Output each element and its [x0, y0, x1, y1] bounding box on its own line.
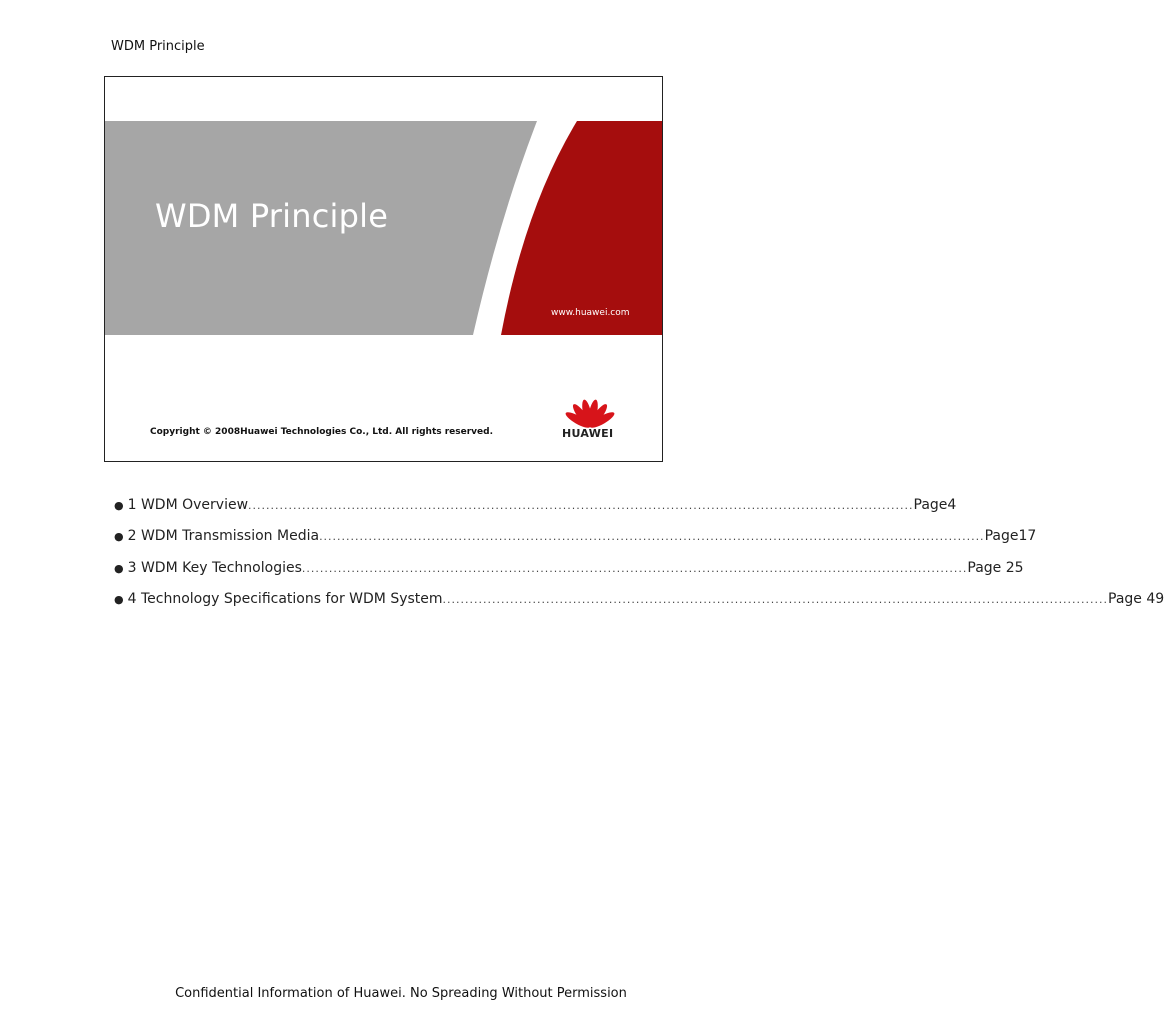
- toc-label: 3 WDM Key Technologies: [127, 559, 302, 576]
- huawei-logo-text: HUAWEI: [562, 427, 614, 440]
- bullet-icon: ●: [114, 499, 124, 512]
- toc-label: 1 WDM Overview: [127, 497, 249, 513]
- toc-page: Page4: [913, 497, 957, 513]
- toc-page: Page 49: [1108, 590, 1164, 607]
- toc-leader: ....................................................................................................................................................: [248, 499, 914, 512]
- bullet-icon: ●: [114, 561, 124, 575]
- toc-label: 4 Technology Specifications for WDM System: [127, 590, 443, 607]
- toc-item: [114, 528, 1037, 559]
- slide-title: WDM Principle: [155, 197, 389, 235]
- bullet-icon: ●: [114, 530, 124, 544]
- page-footer: Confidential Information of Huawei. No Spreading Without Permission: [175, 986, 627, 1001]
- toc-leader: ....................................................................................................................................................: [442, 592, 1109, 606]
- slide-url: www.huawei.com: [551, 308, 630, 318]
- toc-item: [114, 497, 957, 528]
- toc-item: [114, 559, 1024, 591]
- red-band: [501, 121, 662, 335]
- toc-item: [114, 590, 1164, 622]
- table-of-contents: [114, 497, 1164, 622]
- page-header: WDM Principle: [111, 39, 205, 54]
- slide-copyright: Copyright © 2008Huawei Technologies Co., Ltd. All rights reserved.: [150, 427, 494, 437]
- toc-page: Page 25: [967, 559, 1024, 576]
- toc-page: Page17: [984, 528, 1037, 545]
- bullet-icon: ●: [114, 592, 124, 606]
- toc-label: 2 WDM Transmission Media: [127, 528, 320, 545]
- toc-leader: ....................................................................................................................................................: [301, 561, 968, 575]
- toc-leader: ....................................................................................................................................................: [319, 530, 985, 544]
- title-slide-thumbnail: [104, 76, 663, 462]
